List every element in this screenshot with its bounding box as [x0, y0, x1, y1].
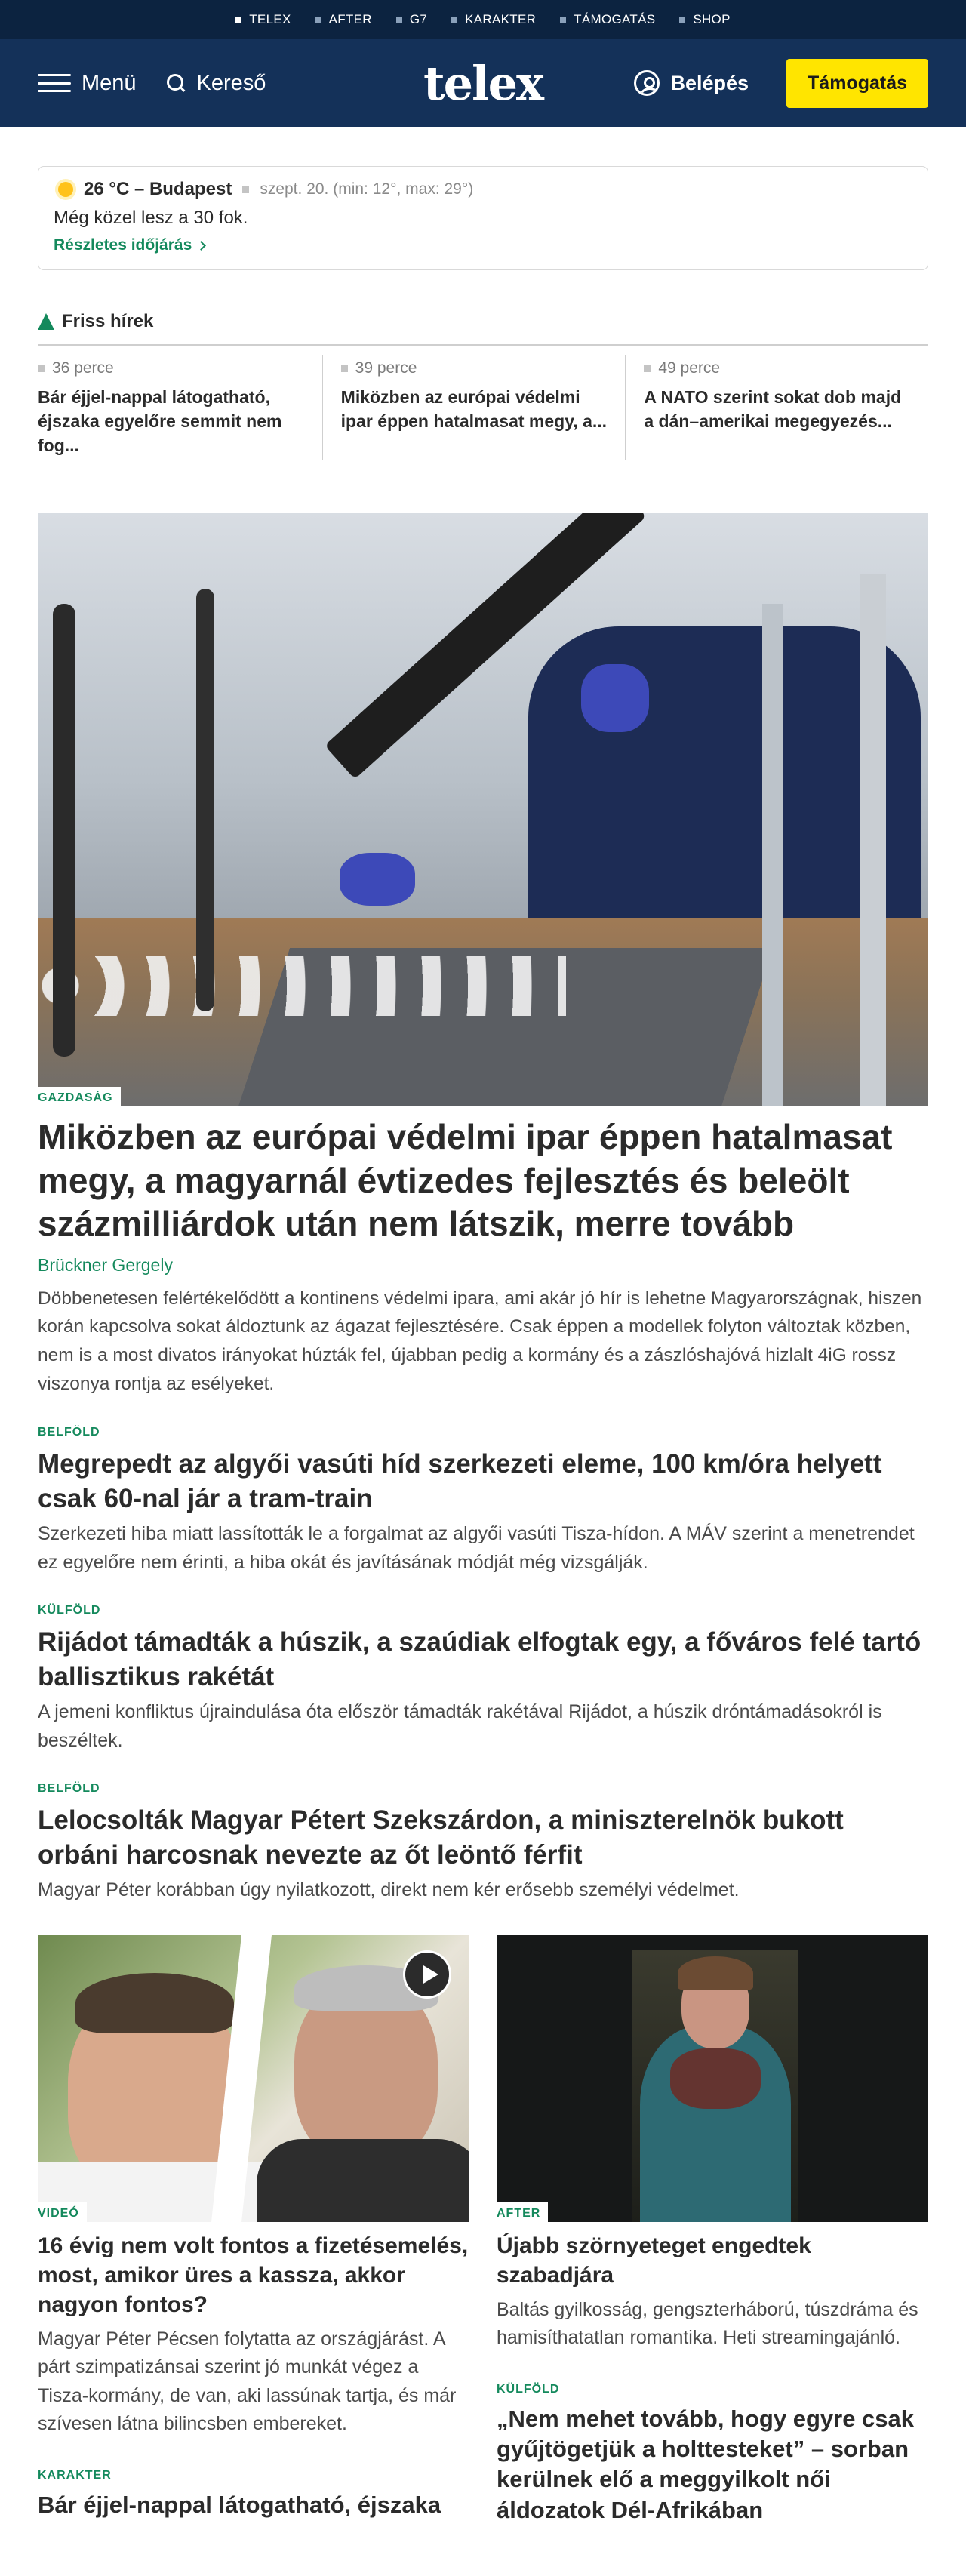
article-title[interactable]: Megrepedt az algyői vasúti híd szerkezeti eleme, 100 km/óra helyett csak 60-nal jár a tram-train: [38, 1449, 882, 1513]
right-column: [497, 1935, 928, 2525]
hamburger-icon: [38, 74, 71, 92]
site-header: [0, 39, 966, 127]
menu-label: Menü: [82, 70, 137, 95]
play-icon[interactable]: [403, 1950, 451, 1999]
article-item: [38, 2469, 469, 2520]
article-title[interactable]: „Nem mehet tovább, hogy egyre csak gyűjtögetjük a holttesteket” – sorban kerülnek elő a meggyilkolt női áldozatok Dél-Afrikában: [497, 2405, 915, 2523]
article-description: Szerkezeti hiba miatt lassították le a forgalmat az algyői vasúti Tisza-hídon. A MÁV szerint a menetrendet ez egyelőre nem érinti, a hiba okát és javításának módját még vizsgálják.: [38, 1523, 915, 1573]
square-bullet-icon: [396, 17, 402, 23]
chevron-right-icon: [196, 241, 206, 251]
card-title[interactable]: 16 évig nem volt fontos a fizetésemelés, most, amikor üres a kassza, akkor nagyon fontos?: [38, 2233, 469, 2317]
user-icon: [634, 70, 660, 96]
card-description: Baltás gyilkosság, gengszterháború, túszdráma és hamisíthatatlan romantika. Heti streamingajánló.: [497, 2298, 918, 2349]
lead-kicker[interactable]: GAZDASÁG: [38, 1091, 113, 1104]
square-bullet-icon: [235, 17, 242, 23]
square-bullet-icon: [315, 17, 321, 23]
article-description: Magyar Péter korábban úgy nyilatkozott, direkt nem kér erősebb személyi védelmet.: [38, 1879, 740, 1901]
weather-details-link[interactable]: Részletes időjárás: [54, 236, 912, 254]
article-kicker[interactable]: KARAKTER: [38, 2468, 112, 2482]
article-item: [38, 1782, 928, 1905]
square-bullet-icon: [451, 17, 457, 23]
left-column: [38, 1935, 469, 2525]
topnav-telex[interactable]: TELEX: [235, 12, 291, 27]
video-card-image[interactable]: [38, 1935, 469, 2222]
sun-icon: [58, 182, 73, 197]
article-title[interactable]: Rijádot támadták a húszik, a szaúdiak elfogtak egy, a főváros felé tartó ballisztikus rakétát: [38, 1627, 921, 1691]
article-kicker[interactable]: KÜLFÖLD: [38, 1604, 101, 1617]
article-item: [497, 2383, 928, 2525]
login-button[interactable]: [634, 70, 749, 96]
weather-date: szept. 20. (min: 12°, max: 29°): [260, 180, 474, 198]
topnav-karakter[interactable]: KARAKTER: [451, 12, 536, 27]
fresh-title[interactable]: A NATO szerint sokat dob majd a dán–amerikai megegyezés...: [644, 387, 902, 432]
fresh-title[interactable]: Bár éjjel-nappal látogatható, éjszaka egyelőre semmit nem fog...: [38, 387, 282, 456]
telex-logo[interactable]: telex: [423, 55, 543, 111]
menu-button[interactable]: [38, 71, 137, 96]
fresh-news-list: [38, 346, 928, 460]
topnav-g7[interactable]: G7: [396, 12, 427, 27]
lead-article-image[interactable]: [38, 513, 928, 1106]
search-icon: [165, 72, 186, 94]
card-kicker[interactable]: VIDEÓ: [38, 2206, 79, 2220]
lead-author[interactable]: Brückner Gergely: [38, 1254, 173, 1275]
weather-widget: [38, 166, 928, 270]
article-item: [38, 1426, 928, 1577]
fresh-time: 36 perce: [52, 359, 114, 377]
card-description: Magyar Péter Pécsen folytatta az országjárást. A párt szimpatizánsai szerint jó munkát végez a Tisza-kormány, de van, aki lassúnak tartja, és már szívesen látna bilincsben embereket.: [38, 2328, 457, 2435]
two-column-section: [38, 1935, 928, 2525]
lead-description: Döbbenetesen felértékelődött a kontinens védelmi ipara, ami akár jó hír is lehetne Magyarországnak, hiszen korán kapcsolva sokat áldoztunk az ágazat fejlesztésére. Csak éppen a modellek folyton változtak közben, nem is a most divatos irányokat húzták fel, újabban pedig a kormány és a zászlóshajóvá hizlalt 4iG rossz viszonya rontja az esélyeket.: [38, 1288, 922, 1395]
square-bullet-icon: [679, 17, 685, 23]
square-bullet-icon: [341, 365, 348, 372]
search-label: Kereső: [196, 70, 266, 95]
fresh-news-heading: Friss hírek: [38, 311, 928, 332]
article-title[interactable]: Lelocsolták Magyar Pétert Szekszárdon, a miniszterelnök bukott orbáni harcosnak nevezte az őt leöntő férfit: [38, 1805, 844, 1870]
weather-temp-city: 26 °C – Budapest: [84, 179, 232, 199]
article-kicker[interactable]: KÜLFÖLD: [497, 2382, 560, 2396]
tree-icon: [38, 313, 54, 330]
fresh-news-item[interactable]: [341, 355, 626, 460]
login-label: Belépés: [670, 71, 749, 94]
fresh-news-item[interactable]: [644, 355, 928, 460]
square-bullet-icon: [644, 365, 651, 372]
topnav-after[interactable]: AFTER: [315, 12, 372, 27]
topnav-tamogatas[interactable]: TÁMOGATÁS: [560, 12, 655, 27]
fresh-news-item[interactable]: [38, 355, 323, 460]
weather-note: Még közel lesz a 30 fok.: [54, 208, 248, 228]
article-item: [38, 1604, 928, 1755]
lead-article-title[interactable]: Miközben az európai védelmi ipar éppen hatalmasat megy, a magyarnál évtizedes fejlesztés és beleölt százmilliárdok után nem látszik, merre tovább: [38, 1117, 893, 1243]
fresh-title[interactable]: Miközben az európai védelmi ipar éppen hatalmasat megy, a...: [340, 387, 608, 432]
article-description: A jemeni konfliktus újraindulása óta először támadták rakétával Rijádot, a húszik dróntámadásokról is beszéltek.: [38, 1701, 882, 1751]
fresh-time: 49 perce: [658, 359, 721, 377]
top-strip-nav: [0, 0, 966, 39]
card-kicker[interactable]: AFTER: [497, 2206, 541, 2220]
search-button[interactable]: [165, 71, 266, 96]
after-card-image[interactable]: [497, 1935, 928, 2222]
fresh-time: 39 perce: [355, 359, 417, 377]
separator-dot: [242, 186, 249, 193]
article-kicker[interactable]: BELFÖLD: [38, 1782, 100, 1796]
topnav-shop[interactable]: SHOP: [679, 12, 730, 27]
article-title[interactable]: Bár éjjel-nappal látogatható, éjszaka: [38, 2491, 441, 2518]
square-bullet-icon: [38, 365, 45, 372]
article-kicker[interactable]: BELFÖLD: [38, 1426, 100, 1439]
square-bullet-icon: [560, 17, 566, 23]
support-button[interactable]: Támogatás: [786, 59, 928, 108]
card-title[interactable]: Újabb szörnyeteget engedtek szabadjára: [497, 2233, 811, 2288]
